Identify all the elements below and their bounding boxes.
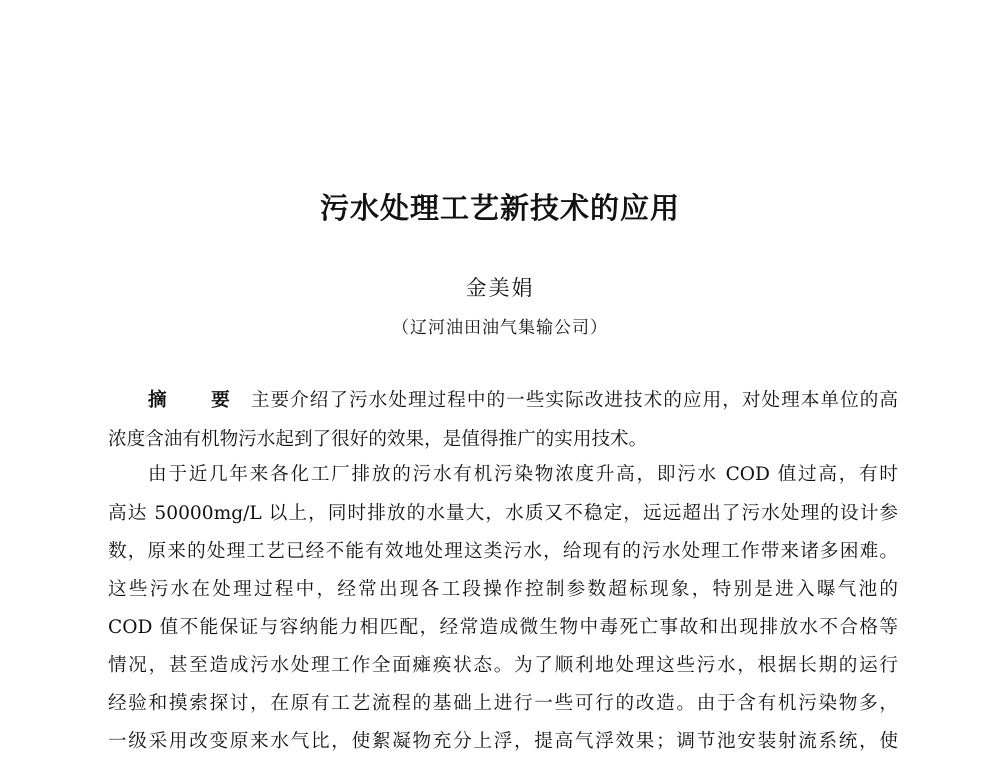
body-line-6: 情况，甚至造成污水处理工作全面瘫痪状态。为了顺利地处理这些污水，根据长期的运行 bbox=[108, 655, 898, 676]
body-line-1: 由于近几年来各化工厂排放的污水有机污染物浓度升高，即污水 COD 值过高，有时 bbox=[148, 464, 898, 485]
author-name: 金美娟 bbox=[465, 276, 535, 300]
body-line-7: 经验和摸索探讨，在原有工艺流程的基础上进行一些可行的改造。由于含有机污染物多， bbox=[108, 693, 898, 714]
body-line-2: 高达 50000mg/L 以上，同时排放的水量大，水质又不稳定，远远超出了污水处理的设计参 bbox=[108, 503, 898, 524]
body-line-3: 数，原来的处理工艺已经不能有效地处理这类污水，给现有的污水处理工作带来诸多困难。 bbox=[108, 541, 898, 562]
abstract-line-1 bbox=[148, 388, 898, 414]
abstract-label: 摘 要 bbox=[148, 390, 249, 411]
body-line-4: 这些污水在处理过程中，经常出现各工段操作控制参数超标现象，特别是进入曝气池的 bbox=[108, 579, 898, 600]
abstract-line-2: 浓度含油有机物污水起到了很好的效果，是值得推广的实用技术。 bbox=[108, 429, 648, 450]
body-line-5: COD 值不能保证与容纳能力相匹配，经常造成微生物中毒死亡事故和出现排放水不合格等 bbox=[108, 617, 898, 638]
paper-title: 污水处理工艺新技术的应用 bbox=[319, 191, 680, 225]
author-affiliation: （辽河油田油气集输公司） bbox=[392, 318, 608, 338]
body-line-8: 一级采用改变原来水气比，使絮凝物充分上浮，提高气浮效果；调节池安装射流系统，使 bbox=[108, 731, 898, 752]
abstract-text-1: 主要介绍了污水处理过程中的一些实际改进技术的应用，对处理本单位的高 bbox=[250, 390, 898, 411]
